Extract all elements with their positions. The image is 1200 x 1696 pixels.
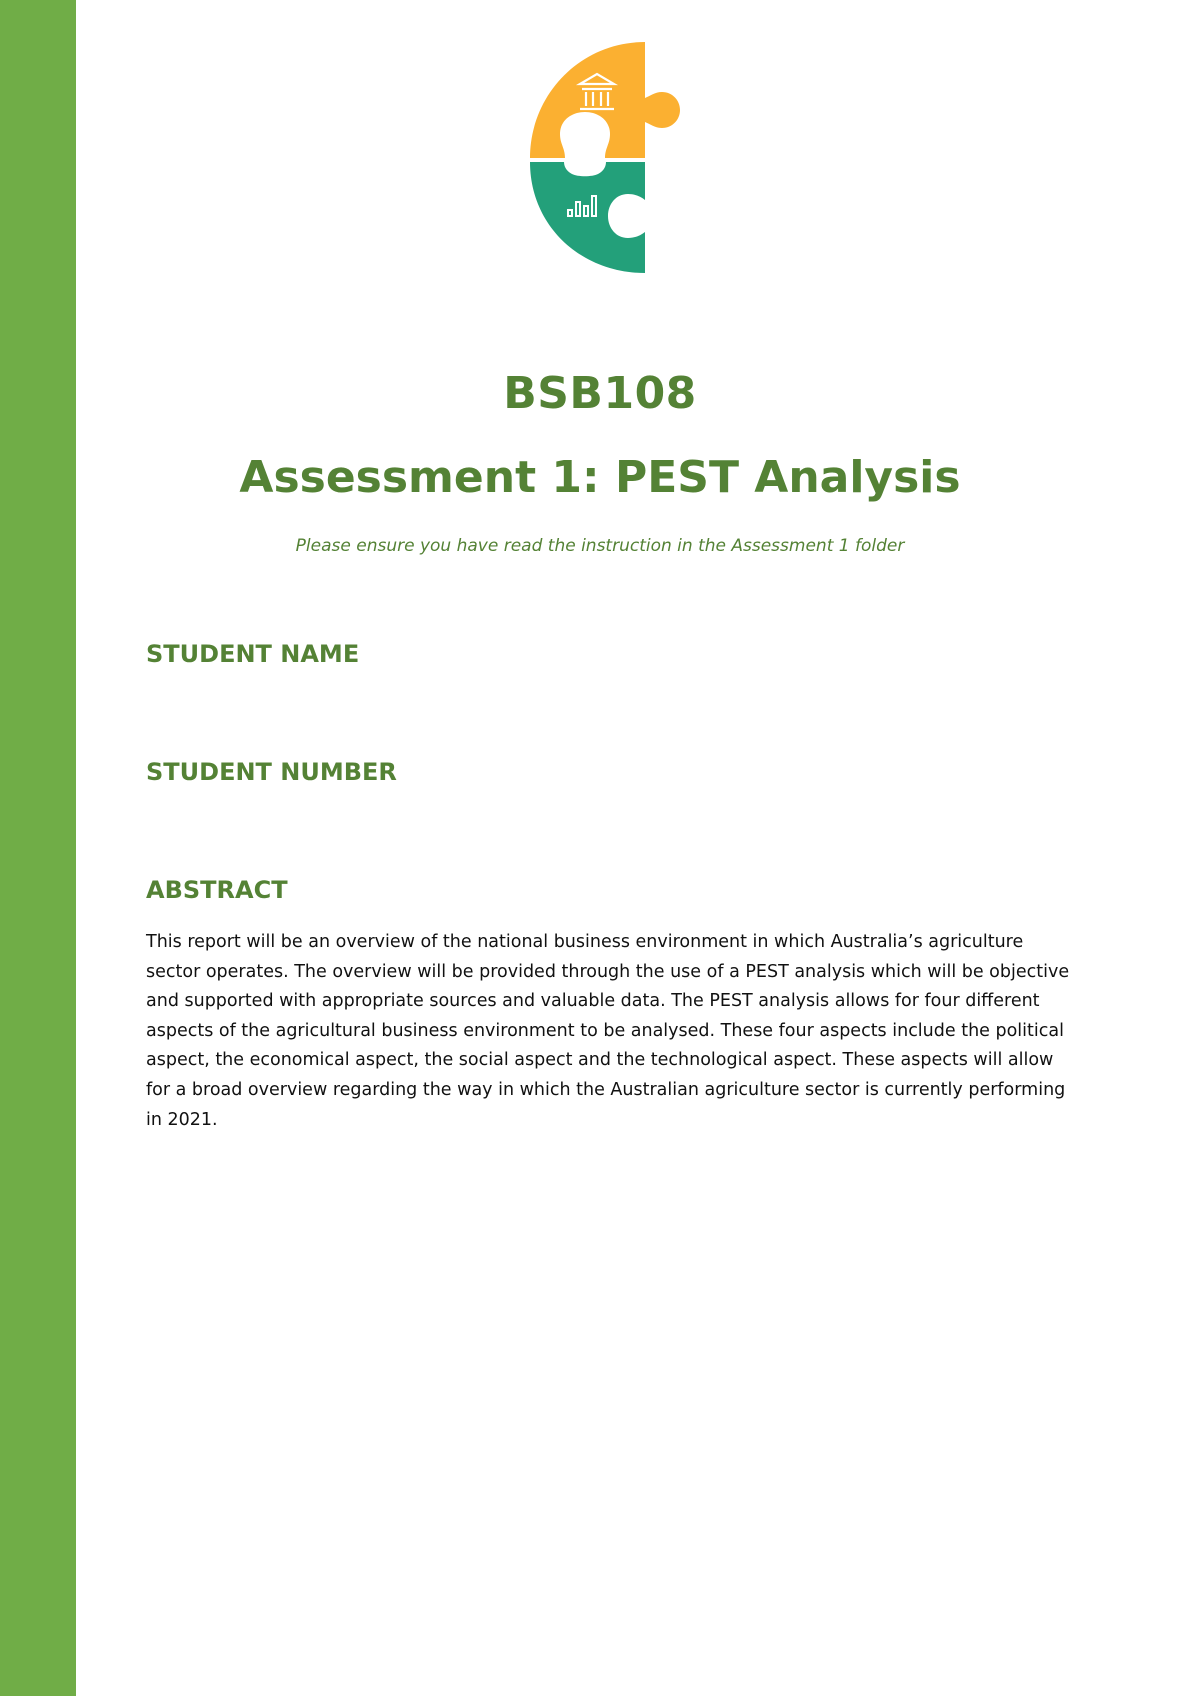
- instruction-note: Please ensure you have read the instruction in the Assessment 1 folder: [295, 536, 905, 556]
- student-name-heading: STUDENT NAME: [146, 640, 360, 668]
- course-code: BSB108: [503, 368, 697, 419]
- puzzle-bottom-piece: [530, 162, 645, 273]
- side-accent-bar: [0, 0, 76, 1696]
- student-number-heading: STUDENT NUMBER: [146, 758, 397, 786]
- puzzle-logo-icon: [520, 40, 680, 275]
- abstract-heading: ABSTRACT: [146, 876, 288, 904]
- assessment-title: Assessment 1: PEST Analysis: [239, 452, 961, 503]
- puzzle-top-piece: [530, 42, 680, 158]
- abstract-text: This report will be an overview of the national business environment in which Australia’s agriculture sector operates. The overview will be provided through the use of a PEST analysis which will be objective and supported with appropriate sources and valuable data. The PEST analysis allows for four different aspects of the agricultural business environment to be analysed. These four aspects include the political aspect, the economical aspect, the social aspect and the technological aspect. These aspects will allow for a broad overview regarding the way in which the Australian agriculture sector is currently performing in 2021.: [146, 932, 1070, 1130]
